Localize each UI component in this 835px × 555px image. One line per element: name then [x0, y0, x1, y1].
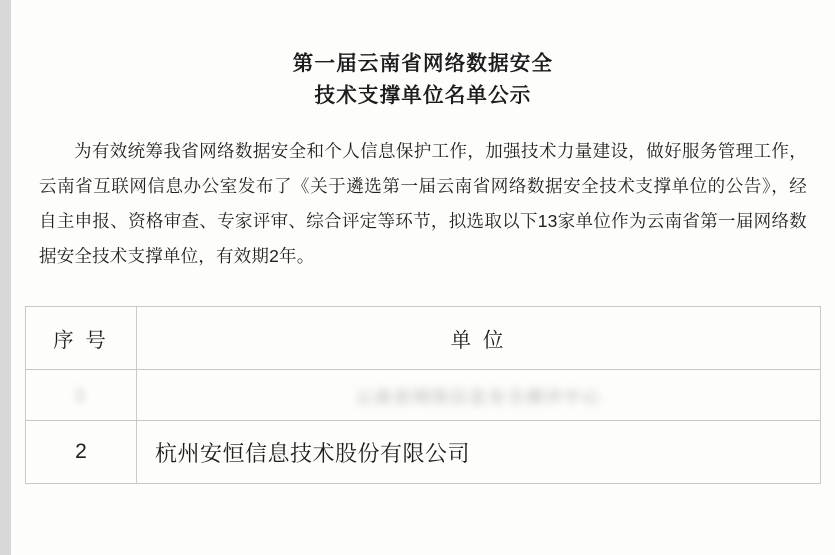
cell-no: 2	[26, 421, 137, 484]
title-line-2: 技术支撑单位名单公示	[314, 84, 532, 107]
document-page	[11, 0, 835, 555]
header-cell-unit: 单 位	[137, 307, 821, 370]
body-paragraph: 为有效统筹我省网络数据安全和个人信息保护工作，加强技术力量建设，做好服务管理工作，云南省互联网信息办公室发布了《关于遴选第一届云南省网络数据安全技术支撑单位的公告》，经自主申报、资格审查、专家评审、综合评定等环节，拟选取以下13家单位作为云南省第一届网络数据安全技术支撑单位，有效期2年。	[39, 141, 807, 266]
title-line-1: 第一届云南省网络数据安全	[292, 52, 554, 75]
document-body	[39, 134, 807, 274]
cell-no: 1	[26, 370, 137, 421]
cell-unit: 杭州安恒信息技术股份有限公司	[137, 421, 821, 484]
cell-unit: 云南省网络信息安全测评中心	[137, 370, 821, 421]
table-row	[26, 421, 820, 484]
unit-list-table-wrapper	[25, 306, 821, 484]
document-title	[11, 0, 835, 112]
table-row	[26, 370, 820, 421]
table-header-row	[26, 307, 820, 370]
header-cell-no: 序 号	[26, 307, 137, 370]
unit-list-table	[26, 307, 820, 484]
